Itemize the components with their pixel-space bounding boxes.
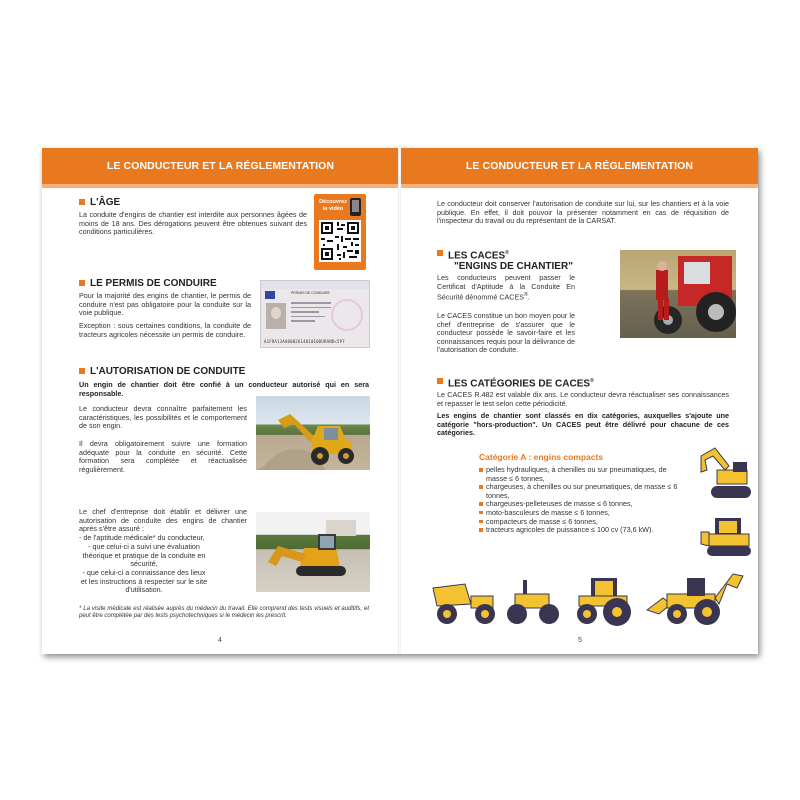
licence-title: PERMIS DE CONDUIRE (291, 291, 330, 295)
list-item: chargeuses-pelleteuses de masse ≤ 6 tonnes, (479, 500, 689, 509)
autorisation-text-1: Le conducteur devra connaître parfaitement les caractéristiques, les possibilités et le comportement de son engin. (79, 404, 247, 431)
licence-mrz: A1FRA13AA000261401010DURAND<5P7 (264, 339, 345, 344)
caces-text-1: Les conducteurs peuvent passer le Certificat d'Aptitude à la Conduite En Sécurité dénommé CACES®. (437, 273, 575, 302)
qr-video-panel[interactable] (314, 194, 366, 270)
licence-seal-icon (331, 299, 363, 331)
medical-footnote: * La visite médicale est réalisée auprès du médecin du travail. Elle comprend des tests visuels et auditifs, et peut être complétée par des tests psychotechniques si le médecin les prescrit. (79, 606, 369, 620)
caces-text-2: Le CACES constitue un bon moyen pour le chef d'entreprise de s'assurer que le conducteur possède le savoir-faire et les connaissances requis pour la délivrance de l'autorisation de conduite. (437, 311, 575, 355)
list-item: compacteurs de masse ≤ 6 tonnes, (479, 518, 689, 527)
left-page (42, 148, 399, 654)
heading-caces: LES CACES® "ENGINS DE CHANTIER" (437, 248, 573, 272)
heading-autorisation: L'AUTORISATION DE CONDUITE (79, 366, 245, 377)
compact-machines-illustration-row (431, 570, 751, 630)
tractor-operator-photo (620, 250, 736, 338)
right-page-header: LE CONDUCTEUR ET LA RÉGLEMENTATION (401, 148, 758, 188)
right-page (401, 148, 758, 654)
list-item: pelles hydrauliques, à chenilles ou sur pneumatiques, de masse ≤ 6 tonnes, (479, 466, 689, 483)
licence-photo (266, 303, 286, 329)
driving-licence-image (260, 280, 370, 348)
list-item: chargeuses, à chenilles ou sur pneumatiques, de masse ≤ 6 tonnes, (479, 483, 689, 500)
right-intro-text: Le conducteur doit conserver l'autorisation de conduite sur lui, sur les chantiers et à la voie publique. En effet, il doit pouvoir la présenter notamment en cas de réquisition de l'inspecteur du travail ou du représentant de la CARSAT. (437, 199, 729, 226)
eu-flag-icon (265, 291, 275, 299)
qr-code-icon[interactable] (319, 220, 361, 262)
autorisation-text-3: Le chef d'entreprise doit établir et délivrer une autorisation de conduite des engins de chantier après s'être assuré : (79, 507, 247, 534)
mini-excavator-photo (256, 512, 370, 592)
age-text: La conduite d'engins de chantier est interdite aux personnes âgées de moins de 18 ans. Des dérogations peuvent être obtenues suivant des conditions particulières. (79, 210, 307, 237)
qr-label: Découvrez la vidéo (319, 199, 347, 212)
page-number-left: 4 (218, 637, 222, 644)
left-page-header: LE CONDUCTEUR ET LA RÉGLEMENTATION (42, 148, 399, 188)
brochure-spread (42, 148, 758, 654)
backhoe-loader-photo (256, 396, 370, 470)
autorisation-item-1: - de l'aptitude médicale* du conducteur, (79, 533, 205, 542)
compact-loader-illustration (699, 514, 755, 558)
page-number-right: 5 (578, 637, 582, 644)
roller-illustration (507, 580, 559, 624)
list-item: tracteurs agricoles de puissance ≤ 100 cv (73,6 kW). (479, 526, 689, 535)
autorisation-lead: Un engin de chantier doit être confié à un conducteur autorisé qui en sera responsable. (79, 380, 369, 398)
category-a-title: Catégorie A : engins compacts (479, 452, 604, 462)
categories-text-1: Le CACES R.482 est valable dix ans. Le conducteur devra réactualiser ses connaissances et repasser le test selon cette périodicité. (437, 390, 729, 408)
categories-lead: Les engins de chantier sont classés en dix catégories, auxquelles s'ajoute une catégorie "hors-production". Un CACES peut être délivré pour chacune de ces catégories. (437, 411, 729, 438)
square-bullet-icon (79, 199, 85, 205)
heading-age: L'ÂGE (79, 197, 120, 208)
category-a-list (479, 466, 689, 535)
autorisation-item-3: - que celui-ci a connaissance des lieux et les instructions à respecter sur le site d'utilisation. (80, 568, 208, 595)
square-bullet-icon (437, 378, 443, 384)
backhoe-illustration (647, 574, 743, 625)
square-bullet-icon (79, 280, 85, 286)
permis-text-2: Exception : sous certaines conditions, la conduite de tracteurs agricoles nécessite un permis de conduire. (79, 321, 251, 339)
tractor-illustration (577, 578, 631, 626)
heading-permis: LE PERMIS DE CONDUIRE (79, 278, 217, 289)
heading-categories: LES CATÉGORIES DE CACES® (437, 376, 594, 389)
square-bullet-icon (437, 250, 443, 256)
smartphone-icon (350, 198, 361, 216)
autorisation-item-2: - que celui-ci a suivi une évaluation théorique et pratique de la conduite en sécurité, (82, 542, 206, 569)
list-item: moto-basculeurs de masse ≤ 6 tonnes, (479, 509, 689, 518)
square-bullet-icon (79, 368, 85, 374)
dumper-illustration (433, 584, 495, 624)
mini-excavator-illustration (695, 446, 755, 502)
autorisation-text-2: Il devra obligatoirement suivre une formation adéquate pour la conduite en sécurité. Cette formation sera complétée et réactualisée régulièrement. (79, 439, 247, 474)
permis-text-1: Pour la majorité des engins de chantier, le permis de conduire n'est pas obligatoire pour la conduite sur la voie publique. (79, 291, 251, 318)
